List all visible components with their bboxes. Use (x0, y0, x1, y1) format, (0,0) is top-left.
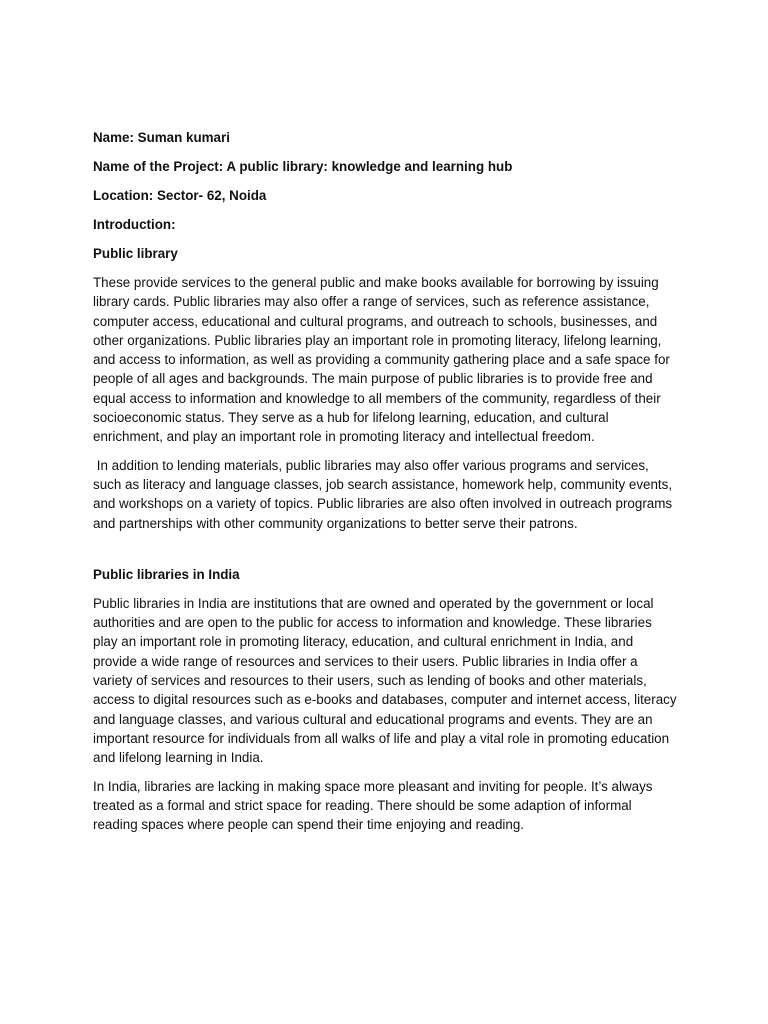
author-name-line: Name: Suman kumari (93, 130, 230, 145)
india-libraries-paragraph-2: In India, libraries are lacking in making space more pleasant and inviting for people. It’s always treated as a formal and strict space for reading. There should be some adaption of informal reading spaces where people can spend their time enjoying and reading. (93, 778, 653, 833)
section-spacer (93, 542, 678, 566)
document-body (93, 129, 678, 843)
location-line: Location: Sector- 62, Noida (93, 188, 267, 203)
india-libraries-paragraph-1: Public libraries in India are institutions that are owned and operated by the government or local authorities and are open to the public for access to information and knowledge. These libraries play an important role in promoting literacy, education, and cultural enrichment in India, and provide a wide range of resources and services to their users. Public libraries in India offer a variety of services and resources to their users, such as lending of books and other materials, access to digital resources such as e-books and databases, computer and internet access, literacy and language classes, and various cultural and educational programs and events. They are an important resource for individuals from all walks of life and play a vital role in promoting education and lifelong learning in India. (93, 595, 677, 766)
project-name-line: Name of the Project: A public library: knowledge and learning hub (93, 159, 513, 174)
public-libraries-india-heading: Public libraries in India (93, 566, 240, 582)
introduction-heading: Introduction: (93, 217, 176, 232)
public-library-paragraph-2: In addition to lending materials, public libraries may also offer various programs and services, such as literacy and language classes, job search assistance, homework help, community events, and workshops on a variety of topics. Public libraries are also often involved in outreach programs and partnerships with other community organizations to better serve their patrons. (93, 457, 676, 531)
public-library-heading: Public library (93, 246, 178, 261)
public-library-paragraph-1: These provide services to the general public and make books available for borrowing by issuing library cards. Public libraries may also offer a range of services, such as reference assistance, computer access, educational and cultural programs, and outreach to schools, businesses, and other organizations. Public libraries play an important role in promoting literacy, lifelong learning, and access to information, as well as providing a community gathering place and a safe space for people of all ages and backgrounds. The main purpose of public libraries is to provide free and equal access to information and knowledge to all members of the community, regardless of their socioeconomic status. They serve as a hub for lifelong learning, education, and cultural enrichment, and play an important role in promoting literacy and intellectual freedom. (93, 275, 670, 445)
